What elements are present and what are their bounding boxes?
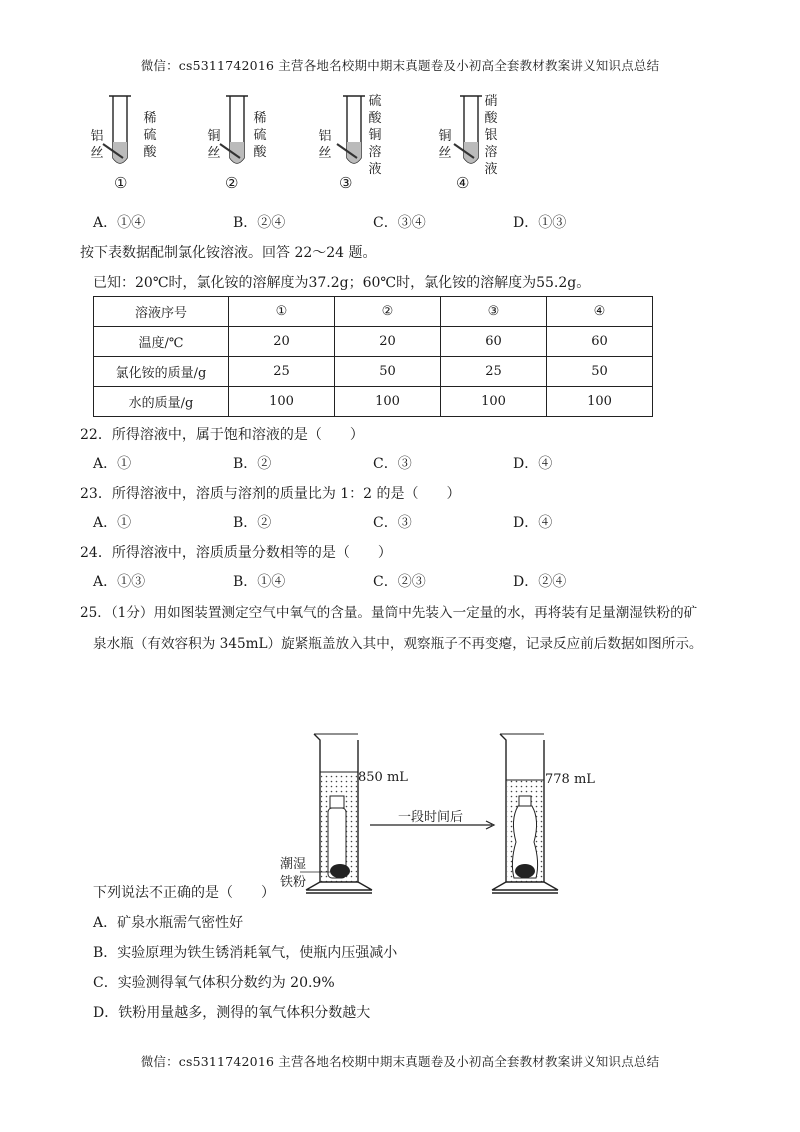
table-cell: 100 xyxy=(441,387,547,417)
q23-options xyxy=(93,512,653,532)
q25-option-c[interactable]: C．实验测得氧气体积分数约为 20.9% xyxy=(93,975,335,991)
page-footer: 微信：cs5311742016 主营各地名校期中期末真题卷及小初高全套教材教案讲义知识点总结 xyxy=(140,1054,660,1069)
tube1-number: ① xyxy=(114,174,128,192)
table-intro: 按下表数据配制氯化铵溶液。回答 22～24 题。 xyxy=(80,245,377,261)
q24-option-d[interactable]: D．②④ xyxy=(513,574,567,590)
volume-before-label: 850 mL xyxy=(358,770,408,785)
table-cell: 50 xyxy=(547,357,653,387)
table-row xyxy=(94,387,653,417)
q25-option-a[interactable]: A．矿泉水瓶需气密性好 xyxy=(93,915,244,931)
q21-option-d[interactable]: D．①③ xyxy=(513,215,567,231)
q23-option-d[interactable]: D．④ xyxy=(513,515,553,531)
row-header: 温度/℃ xyxy=(94,327,229,357)
page-header: 微信：cs5311742016 主营各地名校期中期末真题卷及小初高全套教材教案讲义知识点总结 xyxy=(140,58,660,73)
known-solubility: 已知：20℃时，氯化铵的溶解度为37.2g；60℃时，氯化铵的溶解度为55.2g。 xyxy=(93,275,591,291)
tube3-solution-label: 硫 酸 铜 溶 液 xyxy=(368,94,382,177)
table-cell: ② xyxy=(335,297,441,327)
tube3-metal-label: 铝 丝 xyxy=(318,129,332,161)
tube4-solution-label: 硝 酸 银 溶 液 xyxy=(484,94,498,177)
table-cell: 20 xyxy=(229,327,335,357)
q25-ask: 下列说法不正确的是（ ） xyxy=(93,885,275,901)
table-row xyxy=(94,297,653,327)
q23-option-a[interactable]: A．① xyxy=(93,515,132,531)
table-cell: 100 xyxy=(547,387,653,417)
q22-option-b[interactable]: B．② xyxy=(233,456,272,472)
table-cell: 20 xyxy=(335,327,441,357)
q25-option-b[interactable]: B．实验原理为铁生锈消耗氧气，使瓶内压强减小 xyxy=(93,945,398,961)
table-cell: 25 xyxy=(229,357,335,387)
q24-options xyxy=(93,571,653,591)
q21-option-b[interactable]: B．②④ xyxy=(233,215,286,231)
tube2-solution-label: 稀 硫 酸 xyxy=(253,111,267,160)
tube2-metal-label: 铜 丝 xyxy=(207,129,221,161)
row-header: 氯化铵的质量/g xyxy=(94,357,229,387)
table-row xyxy=(94,327,653,357)
q22-options xyxy=(93,453,653,473)
q24-option-c[interactable]: C．②③ xyxy=(373,574,426,590)
q25-stem-line1: 25．（1分）用如图装置测定空气中氧气的含量。量筒中先装入一定量的水，再将装有足量潮湿铁粉的矿 xyxy=(80,605,698,621)
table-cell: 60 xyxy=(547,327,653,357)
q21-options xyxy=(93,212,653,232)
tube3-number: ③ xyxy=(339,174,353,192)
table-cell: 50 xyxy=(335,357,441,387)
q21-option-a[interactable]: A．①④ xyxy=(93,215,146,231)
cylinder-after xyxy=(492,734,558,893)
row-header: 水的质量/g xyxy=(94,387,229,417)
cylinder-before xyxy=(300,734,372,893)
tube1-solution-label: 稀 硫 酸 xyxy=(143,111,157,160)
table-cell: ① xyxy=(229,297,335,327)
table-cell: 60 xyxy=(441,327,547,357)
q25-stem-line2: 泉水瓶（有效容积为 345mL）旋紧瓶盖放入其中，观察瓶子不再变瘪，记录反应前后数据如图所示。 xyxy=(93,636,703,652)
q24-option-a[interactable]: A．①③ xyxy=(93,574,146,590)
table-cell: ④ xyxy=(547,297,653,327)
ammonium-chloride-table xyxy=(93,296,653,417)
tube2-number: ② xyxy=(225,174,239,192)
q25-option-d[interactable]: D．铁粉用量越多，测得的氧气体积分数越大 xyxy=(93,1005,371,1021)
iron-powder-label: 潮湿 铁粉 xyxy=(280,857,307,890)
q22-option-d[interactable]: D．④ xyxy=(513,456,553,472)
table-cell: 100 xyxy=(335,387,441,417)
row-header: 溶液序号 xyxy=(94,297,229,327)
q22-option-a[interactable]: A．① xyxy=(93,456,132,472)
q23-stem: 23．所得溶液中，溶质与溶剂的质量比为 1：2 的是（ ） xyxy=(80,486,461,502)
q22-stem: 22．所得溶液中，属于饱和溶液的是（ ） xyxy=(80,427,364,443)
q24-option-b[interactable]: B．①④ xyxy=(233,574,286,590)
q21-option-c[interactable]: C．③④ xyxy=(373,215,426,231)
volume-after-label: 778 mL xyxy=(545,772,595,787)
arrow-label: 一段时间后 xyxy=(398,810,464,825)
table-row xyxy=(94,357,653,387)
tube1-metal-label: 铝 丝 xyxy=(90,129,104,161)
table-cell: ③ xyxy=(441,297,547,327)
q24-stem: 24．所得溶液中，溶质质量分数相等的是（ ） xyxy=(80,545,392,561)
q23-option-b[interactable]: B．② xyxy=(233,515,272,531)
table-cell: 100 xyxy=(229,387,335,417)
tube4-metal-label: 铜 丝 xyxy=(438,129,452,161)
q22-option-c[interactable]: C．③ xyxy=(373,456,412,472)
tube4-number: ④ xyxy=(456,174,470,192)
table-cell: 25 xyxy=(441,357,547,387)
q23-option-c[interactable]: C．③ xyxy=(373,515,412,531)
